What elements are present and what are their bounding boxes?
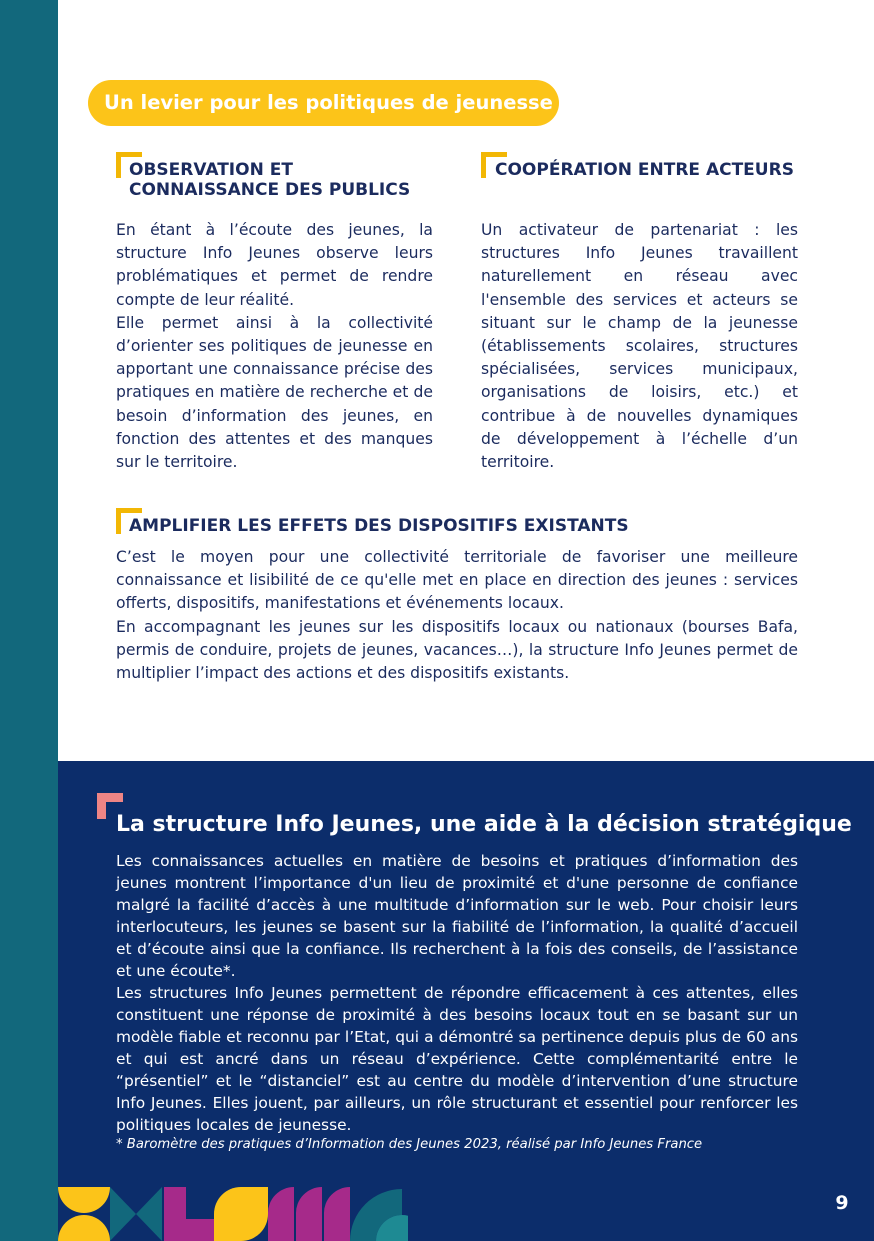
decorative-shapes-icon bbox=[58, 1187, 408, 1241]
cooperation-heading: COOPÉRATION ENTRE ACTEURS bbox=[495, 160, 794, 180]
observation-heading-line1: OBSERVATION ET bbox=[129, 160, 293, 180]
amplifier-paragraph: En accompagnant les jeunes sur les dispositifs locaux ou nationaux (bourses Bafa, permis de conduire, projets de jeunes, vacances…), la structure Info Jeunes permet de multiplier l’impact des actions et des dispositifs existants. bbox=[116, 617, 798, 683]
observation-heading bbox=[129, 160, 449, 200]
observation-heading-line2: CONNAISSANCE DES PUBLICS bbox=[129, 180, 411, 200]
section-banner: Un levier pour les politiques de jeunesse bbox=[88, 80, 559, 126]
cooperation-paragraph: Un activateur de partenariat : les structures Info Jeunes travaillent naturellement en réseau avec l'ensemble des services et acteurs se situant sur le champ de la jeunesse (établissements scolaires, structures spécialisées, services municipaux, organisations de loisirs, etc.) et contribue à de nouvelles dynamiques de développement à l’échelle d’un territoire. bbox=[481, 221, 798, 472]
amplifier-heading: AMPLIFIER LES EFFETS DES DISPOSITIFS EXISTANTS bbox=[129, 516, 629, 536]
strategy-paragraph: Les structures Info Jeunes permettent de répondre efficacement à ces attentes, elles constituent une réponse de proximité à des besoins locaux tout en se basant sur un modèle fiable et reconnu par l’Etat, qui a démontré sa pertinence depuis plus de 60 ans et qui est ancré dans un réseau d’expérience. Cette complémentarité entre le “présentiel” et le “distanciel” est au centre du modèle d’intervention d’une structure Info Jeunes. Elles jouent, par ailleurs, un rôle structurant et essentiel pour renforcer les politiques locales de jeunesse. bbox=[116, 984, 798, 1134]
amplifier-paragraph: C’est le moyen pour une collectivité territoriale de favoriser une meilleure connaissance et lisibilité de ce qu'elle met en place en direction des jeunes : services offerts, dispositifs, manifestations et événements locaux. bbox=[116, 548, 798, 613]
left-color-band bbox=[0, 0, 58, 1241]
strategy-paragraph: Les connaissances actuelles en matière de besoins et pratiques d’information des jeunes montrent l’importance d'un lieu de proximité et d'une personne de confiance malgré la facilité d’accès à une multitude d’information sur le web. Pour choisir leurs interlocuteurs, les jeunes se basent sur la fiabilité de l’information, la qualité d’accueil et d’écoute ainsi que la confiance. Ils recherchent à la fois des conseils, de l’assistance et une écoute*. bbox=[116, 852, 798, 980]
page-number: 9 bbox=[835, 1192, 849, 1214]
strategy-footnote: * Baromètre des pratiques d’Information des Jeunes 2023, réalisé par Info Jeunes France bbox=[116, 1137, 703, 1152]
observation-paragraph: En étant à l’écoute des jeunes, la structure Info Jeunes observe leurs problématiques et permet de rendre compte de leur réalité. bbox=[116, 221, 433, 309]
observation-paragraph: Elle permet ainsi à la collectivité d’orienter ses politiques de jeunesse en apportant une connaissance précise des pratiques en matière de recherche et de besoin d’information des jeunes, en fonction des attentes et des manques sur le territoire. bbox=[116, 313, 433, 472]
strategy-text bbox=[116, 850, 798, 1154]
amplifier-text bbox=[116, 546, 798, 685]
observation-text bbox=[116, 219, 433, 474]
cooperation-text bbox=[481, 219, 798, 474]
strategy-title: La structure Info Jeunes, une aide à la décision stratégique bbox=[116, 812, 852, 837]
